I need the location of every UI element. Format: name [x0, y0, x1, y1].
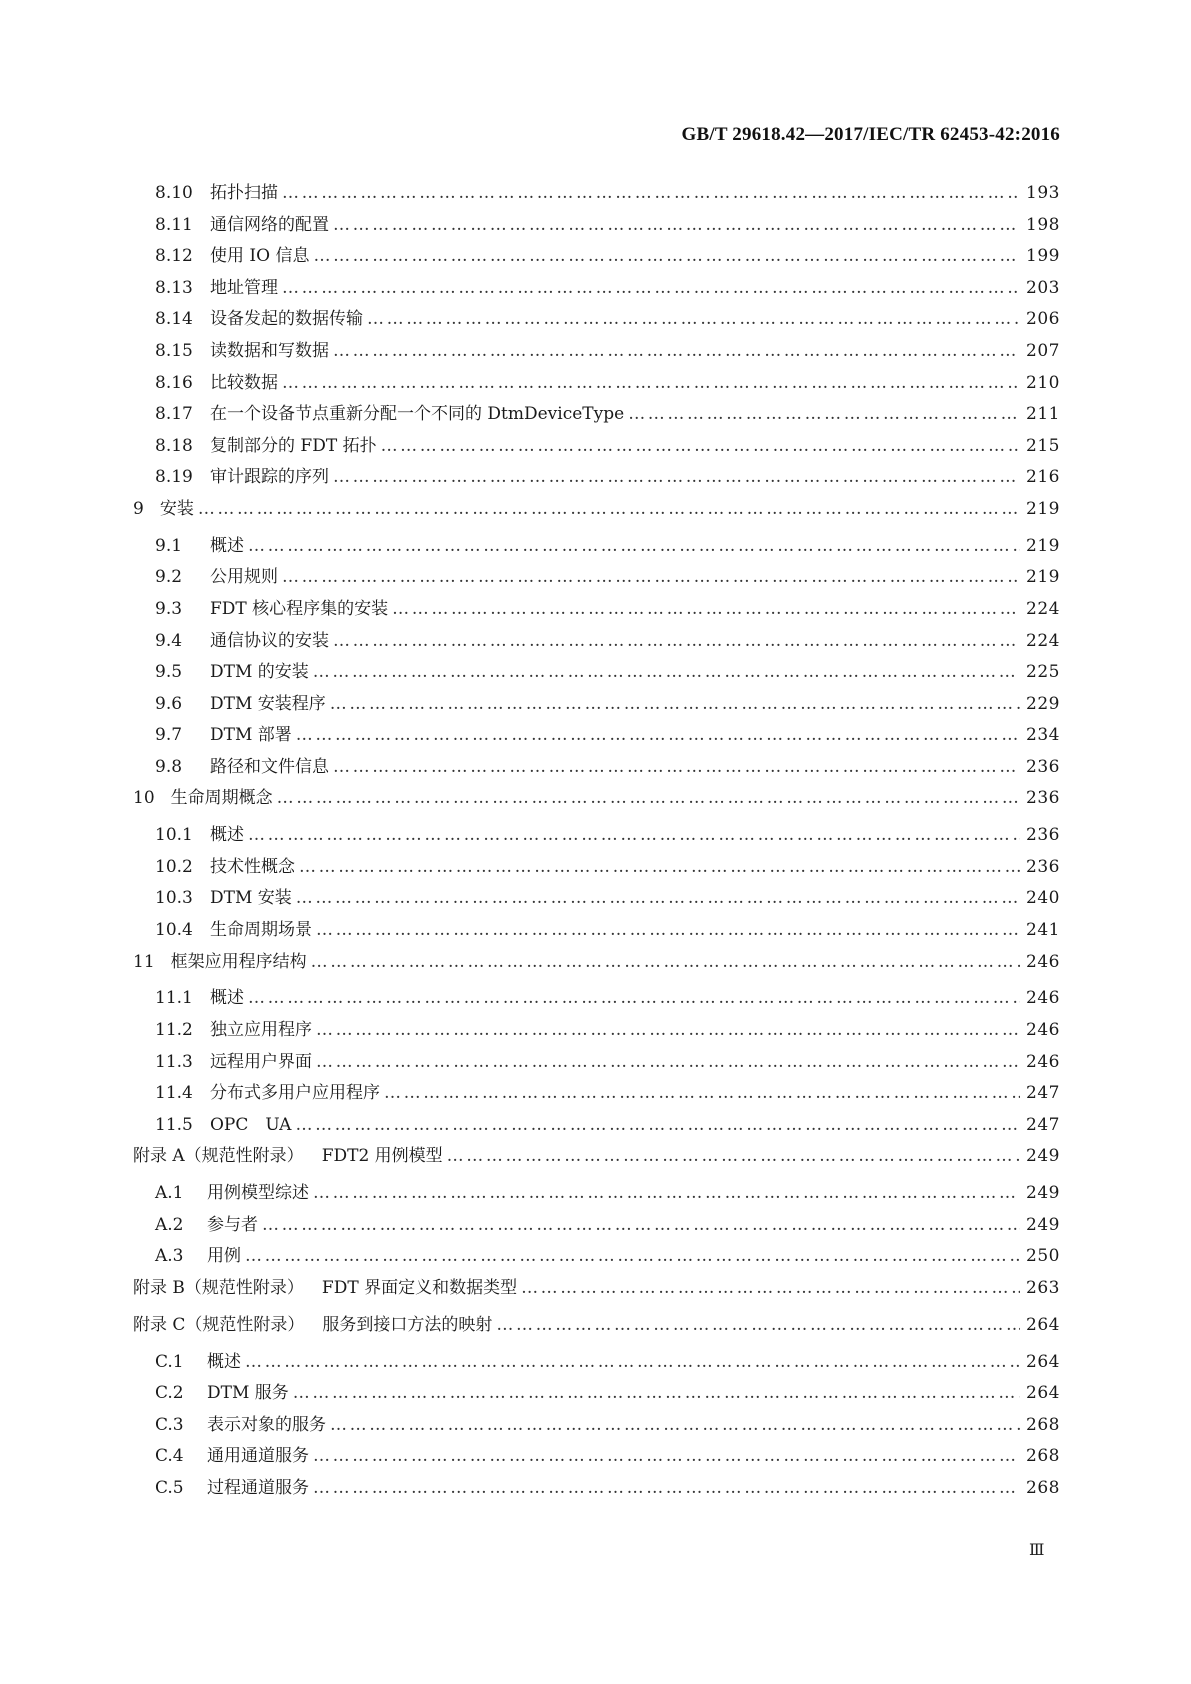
toc-page-number: 236	[1026, 788, 1060, 809]
toc-dot-leader	[299, 857, 1020, 877]
toc-section-entry[interactable]	[133, 915, 1060, 947]
toc-dot-leader	[296, 888, 1020, 908]
toc-dot-leader	[282, 183, 1020, 203]
toc-chapter-entry[interactable]	[133, 1310, 1060, 1347]
toc-dot-leader	[313, 246, 1020, 266]
toc-entry-number: 附录 A（规范性附录）	[133, 1146, 304, 1167]
toc-dot-leader	[293, 1383, 1020, 1403]
toc-page-number: 250	[1026, 1246, 1060, 1267]
toc-dot-leader	[628, 404, 1020, 424]
toc-entry-title: 在一个设备节点重新分配一个不同的 DtmDeviceType	[210, 404, 625, 425]
toc-entry-title: OPC UA	[210, 1114, 292, 1135]
toc-section-entry[interactable]	[133, 1347, 1060, 1379]
toc-entry-title: 使用 IO 信息	[210, 246, 310, 267]
toc-entry-title: 通信网络的配置	[210, 214, 329, 235]
toc-entry-title: 远程用户界面	[210, 1051, 312, 1072]
toc-entry-number: 11.5	[155, 1114, 193, 1135]
toc-entry-number: 9.2	[155, 567, 183, 588]
toc-entry-title: 概述	[210, 988, 244, 1009]
toc-page-number: 264	[1026, 1351, 1060, 1372]
toc-entry-number: 9	[133, 498, 144, 519]
toc-entry-number: 8.14	[155, 309, 193, 330]
toc-section-entry[interactable]	[133, 210, 1060, 242]
toc-section-entry[interactable]	[133, 1015, 1060, 1047]
toc-page-number: 229	[1026, 693, 1060, 714]
toc-section-entry[interactable]	[133, 399, 1060, 431]
toc-entry-title: 审计跟踪的序列	[210, 467, 329, 488]
toc-page-number: 207	[1026, 340, 1060, 361]
toc-entry-title: 概述	[207, 1351, 241, 1372]
toc-section-entry[interactable]	[133, 1378, 1060, 1410]
toc-page-number: 211	[1026, 404, 1060, 425]
toc-entry-title: 设备发起的数据传输	[210, 309, 363, 330]
toc-section-entry[interactable]	[133, 657, 1060, 689]
toc-entry-title: 地址管理	[210, 277, 278, 298]
toc-dot-leader	[316, 1052, 1020, 1072]
toc-entry-title: 比较数据	[210, 372, 278, 393]
toc-entry-title: 读数据和写数据	[210, 340, 329, 361]
toc-entry-title: FDT 核心程序集的安装	[210, 598, 389, 619]
toc-page-number: 241	[1026, 920, 1060, 941]
toc-section-entry[interactable]	[133, 1178, 1060, 1210]
toc-dot-leader	[313, 1478, 1020, 1498]
toc-entry-number: 10.2	[155, 856, 193, 877]
toc-section-entry[interactable]	[133, 304, 1060, 336]
toc-dot-leader	[248, 536, 1020, 556]
toc-page-number: 268	[1026, 1414, 1060, 1435]
standard-code-header: GB/T 29618.42—2017/IEC/TR 62453-42:2016	[681, 124, 1060, 145]
toc-page-number: 225	[1026, 662, 1060, 683]
toc-section-entry[interactable]	[133, 626, 1060, 658]
toc-entry-number: 9.8	[155, 756, 183, 777]
toc-dot-leader	[496, 1315, 1020, 1335]
toc-entry-number: 11	[133, 951, 155, 972]
toc-entry-title: 路径和文件信息	[210, 756, 329, 777]
toc-dot-leader	[248, 988, 1020, 1008]
toc-entry-number: 9.6	[155, 693, 183, 714]
toc-dot-leader	[384, 1083, 1020, 1103]
toc-section-entry[interactable]	[133, 368, 1060, 400]
toc-entry-number: 附录 B（规范性附录）	[133, 1278, 304, 1298]
toc-chapter-entry[interactable]	[133, 494, 1060, 531]
toc-dot-leader	[311, 952, 1020, 972]
toc-chapter-entry[interactable]	[133, 1273, 1060, 1310]
toc-entry-number: 10.4	[155, 920, 193, 941]
toc-entry-title: 技术性概念	[210, 856, 295, 877]
toc-entry-number: C.4	[155, 1446, 184, 1467]
toc-entry-title: 用例	[207, 1246, 241, 1267]
toc-entry-number: 11.4	[155, 1083, 193, 1104]
toc-section-entry[interactable]	[133, 1078, 1060, 1110]
toc-page-number: 247	[1026, 1114, 1060, 1135]
toc-page-number: 264	[1026, 1314, 1060, 1335]
toc-dot-leader	[245, 1352, 1020, 1372]
toc-page-number: 268	[1026, 1446, 1060, 1467]
toc-entry-title: FDT2 用例模型	[321, 1146, 443, 1167]
toc-entry-title: DTM 的安装	[210, 662, 309, 683]
toc-page-number: 234	[1026, 725, 1060, 746]
toc-section-entry[interactable]	[133, 1047, 1060, 1079]
toc-page-number: 263	[1026, 1278, 1060, 1298]
toc-page-number: 246	[1026, 951, 1060, 972]
toc-entry-number: 11.3	[155, 1051, 193, 1072]
toc-entry-number: 8.10	[155, 183, 193, 203]
toc-dot-leader	[313, 1183, 1020, 1203]
toc-entry-number: 9.3	[155, 598, 183, 619]
toc-page-number: 219	[1026, 567, 1060, 588]
toc-entry-title: 用例模型综述	[207, 1183, 309, 1204]
toc-section-entry[interactable]	[133, 462, 1060, 494]
toc-entry-number: 8.19	[155, 467, 193, 488]
toc-dot-leader	[248, 825, 1020, 845]
toc-section-entry[interactable]	[133, 531, 1060, 563]
toc-page-number: 203	[1026, 277, 1060, 298]
toc-page-number: 236	[1026, 856, 1060, 877]
toc-chapter-entry[interactable]	[133, 783, 1060, 820]
toc-entry-number: C.2	[155, 1383, 184, 1404]
toc-entry-title: 公用规则	[210, 567, 278, 588]
toc-dot-leader	[330, 694, 1020, 714]
toc-dot-leader	[333, 757, 1020, 777]
toc-section-entry[interactable]	[133, 820, 1060, 852]
toc-dot-leader	[330, 1415, 1020, 1435]
toc-entry-number: 8.12	[155, 246, 193, 267]
toc-dot-leader	[367, 309, 1020, 329]
toc-page-number: 246	[1026, 1020, 1060, 1041]
toc-entry-title: 过程通道服务	[207, 1477, 309, 1498]
toc-entry-title: 概述	[210, 825, 244, 846]
toc-entry-title: 服务到接口方法的映射	[322, 1314, 493, 1335]
toc-entry-title: 概述	[210, 535, 244, 556]
toc-dot-leader	[296, 725, 1020, 745]
table-of-contents	[133, 178, 1060, 1505]
toc-entry-title: 安装	[159, 498, 194, 519]
toc-page-number: 216	[1026, 467, 1060, 488]
toc-dot-leader	[245, 1246, 1020, 1266]
toc-dot-leader	[262, 1215, 1020, 1235]
toc-entry-number: 10.1	[155, 825, 193, 846]
toc-entry-title: 生命周期场景	[210, 920, 312, 941]
toc-section-entry[interactable]	[133, 983, 1060, 1015]
toc-entry-title: DTM 安装	[210, 888, 292, 909]
toc-section-entry[interactable]	[133, 562, 1060, 594]
toc-entry-title: 拓扑扫描	[210, 183, 278, 203]
toc-section-entry[interactable]	[133, 273, 1060, 305]
toc-section-entry[interactable]	[133, 1410, 1060, 1442]
toc-chapter-entry[interactable]	[133, 947, 1060, 984]
toc-entry-number: C.1	[155, 1351, 184, 1372]
toc-entry-title: 生命周期概念	[170, 788, 273, 809]
toc-page-number: 249	[1026, 1146, 1060, 1167]
toc-entry-number: 10	[133, 788, 155, 809]
toc-page-number: 215	[1026, 435, 1060, 456]
toc-entry-title: DTM 服务	[207, 1383, 289, 1404]
toc-dot-leader	[333, 341, 1020, 361]
toc-entry-number: 8.17	[155, 404, 193, 425]
toc-dot-leader	[198, 499, 1020, 519]
toc-entry-number: 11.1	[155, 988, 193, 1009]
toc-dot-leader	[282, 278, 1020, 298]
toc-page-number: 240	[1026, 888, 1060, 909]
toc-section-entry[interactable]	[133, 336, 1060, 368]
toc-section-entry[interactable]	[133, 1473, 1060, 1505]
toc-page-number: 199	[1026, 246, 1060, 267]
toc-entry-number: A.1	[155, 1183, 184, 1204]
toc-page-number: 249	[1026, 1214, 1060, 1235]
toc-dot-leader	[333, 467, 1020, 487]
toc-entry-number: C.5	[155, 1477, 184, 1498]
toc-section-entry[interactable]	[133, 852, 1060, 884]
toc-dot-leader	[316, 1020, 1020, 1040]
toc-dot-leader	[381, 436, 1020, 456]
toc-page-number: 268	[1026, 1477, 1060, 1498]
toc-section-entry[interactable]	[133, 594, 1060, 626]
toc-page-number: 247	[1026, 1083, 1060, 1104]
toc-page-number: 236	[1026, 756, 1060, 777]
toc-dot-leader	[333, 215, 1020, 235]
toc-dot-leader	[313, 1446, 1020, 1466]
toc-entry-number: 9.1	[155, 535, 183, 556]
toc-page-number: 193	[1026, 183, 1060, 203]
toc-entry-number: A.2	[155, 1214, 184, 1235]
toc-section-entry[interactable]	[133, 178, 1060, 210]
toc-entry-number: 8.13	[155, 277, 193, 298]
toc-dot-leader	[447, 1146, 1020, 1166]
toc-dot-leader	[282, 373, 1020, 393]
toc-entry-title: 框架应用程序结构	[170, 951, 307, 972]
toc-page-number: 210	[1026, 372, 1060, 393]
toc-dot-leader	[295, 1115, 1020, 1135]
toc-dot-leader	[313, 662, 1020, 682]
toc-entry-number: C.3	[155, 1414, 184, 1435]
toc-entry-number: 9.4	[155, 630, 183, 651]
toc-section-entry[interactable]	[133, 720, 1060, 752]
toc-entry-number: 10.3	[155, 888, 193, 909]
toc-dot-leader	[282, 567, 1020, 587]
toc-entry-number: 8.11	[155, 214, 193, 235]
toc-page-number: 224	[1026, 630, 1060, 651]
toc-page-number: 224	[1026, 598, 1060, 619]
toc-page-number: 246	[1026, 1051, 1060, 1072]
toc-entry-number: 8.16	[155, 372, 193, 393]
toc-entry-title: 通信协议的安装	[210, 630, 329, 651]
toc-page-number: 246	[1026, 988, 1060, 1009]
toc-entry-title: FDT 界面定义和数据类型	[321, 1278, 518, 1298]
toc-page-number: 264	[1026, 1383, 1060, 1404]
toc-entry-number: 11.2	[155, 1020, 193, 1041]
toc-entry-number: 8.15	[155, 340, 193, 361]
toc-entry-number: A.3	[155, 1246, 184, 1267]
toc-entry-title: 复制部分的 FDT 拓扑	[210, 435, 377, 456]
toc-entry-title: 表示对象的服务	[207, 1414, 326, 1435]
toc-entry-title: DTM 安装程序	[210, 693, 326, 714]
toc-page-number: 219	[1026, 535, 1060, 556]
toc-section-entry[interactable]	[133, 689, 1060, 721]
toc-dot-leader	[333, 631, 1020, 651]
toc-section-entry[interactable]	[133, 883, 1060, 915]
toc-dot-leader	[277, 788, 1020, 808]
toc-dot-leader	[392, 599, 1020, 619]
toc-dot-leader	[521, 1278, 1020, 1298]
toc-entry-title: 独立应用程序	[210, 1020, 312, 1041]
toc-entry-title: 分布式多用户应用程序	[210, 1083, 380, 1104]
toc-entry-title: 参与者	[207, 1214, 258, 1235]
toc-section-entry[interactable]	[133, 1210, 1060, 1242]
toc-page-number: 236	[1026, 825, 1060, 846]
page-folio: Ⅲ	[1029, 1540, 1044, 1559]
toc-entry-number: 9.5	[155, 662, 183, 683]
toc-entry-title: 通用通道服务	[207, 1446, 309, 1467]
toc-page-number: 219	[1026, 498, 1060, 519]
toc-section-entry[interactable]	[133, 1441, 1060, 1473]
toc-section-entry[interactable]	[133, 752, 1060, 784]
toc-chapter-entry[interactable]	[133, 1141, 1060, 1178]
toc-section-entry[interactable]	[133, 241, 1060, 273]
toc-section-entry[interactable]	[133, 1110, 1060, 1142]
toc-section-entry[interactable]	[133, 431, 1060, 463]
toc-page-number: 249	[1026, 1183, 1060, 1204]
toc-page-number: 206	[1026, 309, 1060, 330]
toc-entry-title: DTM 部署	[210, 725, 292, 746]
toc-entry-number: 附录 C（规范性附录）	[133, 1314, 305, 1335]
toc-section-entry[interactable]	[133, 1241, 1060, 1273]
toc-entry-number: 8.18	[155, 435, 193, 456]
toc-dot-leader	[316, 920, 1020, 940]
toc-page-number: 198	[1026, 214, 1060, 235]
toc-entry-number: 9.7	[155, 725, 183, 746]
